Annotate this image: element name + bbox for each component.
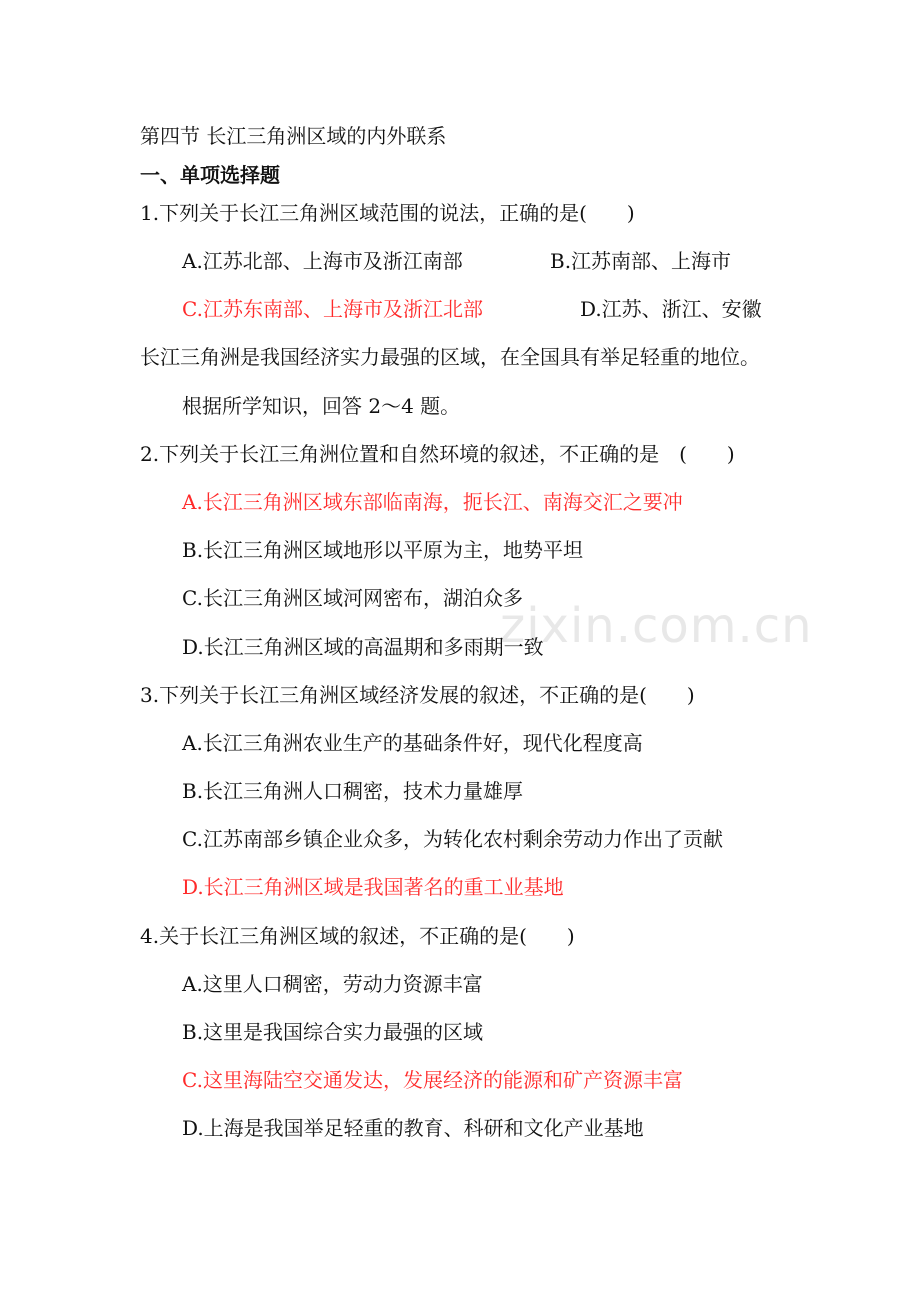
question-2-option-b: B.长江三角洲区域地形以平原为主，地势平坦 <box>182 538 584 562</box>
question-3-stem: 3.下列关于长江三角洲区域经济发展的叙述，不正确的是( ) <box>140 683 695 707</box>
question-1-option-c-answer: C.江苏东南部、上海市及浙江北部 <box>182 297 483 321</box>
question-4-stem: 4.关于长江三角洲区域的叙述，不正确的是( ) <box>140 924 575 948</box>
intro-line-1: 长江三角洲是我国经济实力最强的区域，在全国具有举足轻重的地位。 <box>140 345 760 369</box>
question-4-option-b: B.这里是我国综合实力最强的区域 <box>182 1020 484 1044</box>
question-3-option-b: B.长江三角洲人口稠密，技术力量雄厚 <box>182 779 524 803</box>
question-3-option-c: C.江苏南部乡镇企业众多，为转化农村剩余劳动力作出了贡献 <box>182 827 723 851</box>
question-1-option-b: B.江苏南部、上海市 <box>550 249 732 273</box>
question-1-option-d: D.江苏、浙江、安徽 <box>580 297 762 321</box>
question-1-option-a: A.江苏北部、上海市及浙江南部 <box>182 249 463 273</box>
question-4-option-d: D.上海是我国举足轻重的教育、科研和文化产业基地 <box>182 1116 644 1140</box>
document-title: 第四节 长江三角洲区域的内外联系 <box>140 124 447 148</box>
question-4-option-c-answer: C.这里海陆空交通发达，发展经济的能源和矿产资源丰富 <box>182 1068 683 1092</box>
question-1-stem: 1.下列关于长江三角洲区域范围的说法，正确的是( ) <box>140 201 635 225</box>
question-4-option-a: A.这里人口稠密，劳动力资源丰富 <box>182 972 483 996</box>
question-3-option-d-answer: D.长江三角洲区域是我国著名的重工业基地 <box>182 875 564 899</box>
question-2-option-d: D.长江三角洲区域的高温期和多雨期一致 <box>182 635 544 659</box>
question-2-stem: 2.下列关于长江三角洲位置和自然环境的叙述，不正确的是 ( ) <box>140 442 735 466</box>
section-heading: 一、单项选择题 <box>140 163 280 187</box>
intro-line-2: 根据所学知识，回答 2～4 题。 <box>182 394 461 418</box>
question-3-option-a: A.长江三角洲农业生产的基础条件好，现代化程度高 <box>182 731 643 755</box>
question-2-option-a-answer: A.长江三角洲区域东部临南海，扼长江、南海交汇之要冲 <box>182 490 683 514</box>
question-2-option-c: C.长江三角洲区域河网密布，湖泊众多 <box>182 586 523 610</box>
watermark-text: zixin.com.cn <box>500 598 813 654</box>
